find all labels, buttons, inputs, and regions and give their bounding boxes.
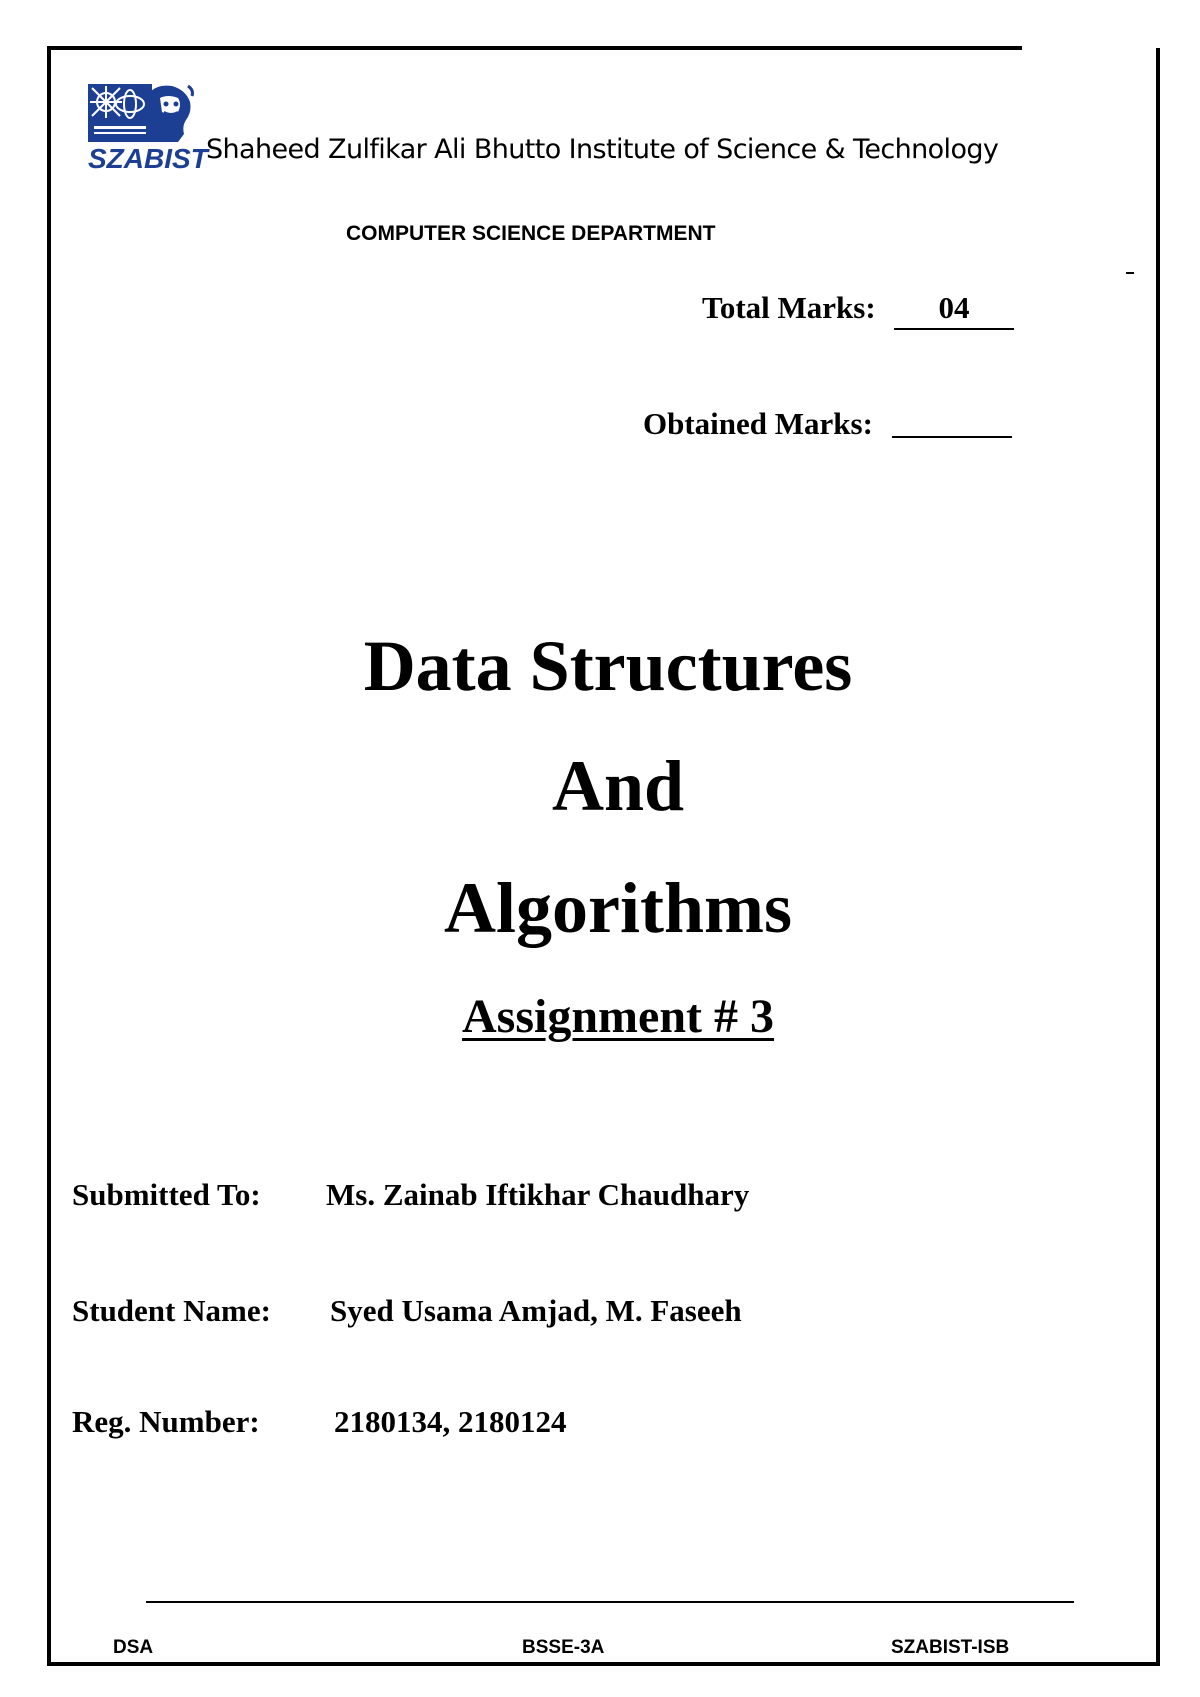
obtained-marks-blank (892, 436, 1012, 438)
institute-name: Shaheed Zulfikar Ali Bhutto Institute of Science & Technology (206, 134, 999, 165)
stray-mark (1126, 272, 1134, 274)
obtained-marks-label: Obtained Marks: (643, 406, 873, 441)
total-marks-label: Total Marks: (702, 290, 876, 325)
footer-course: DSA (113, 1637, 154, 1658)
department-name: COMPUTER SCIENCE DEPARTMENT (346, 222, 716, 245)
student-name-label: Student Name: (72, 1293, 271, 1328)
page-border-top (47, 46, 1022, 50)
page-border-right (1156, 48, 1160, 1666)
total-marks-underline (894, 328, 1014, 330)
submitted-to-value: Ms. Zainab Iftikhar Chaudhary (326, 1177, 750, 1212)
course-title-line-3: Algorithms (444, 868, 792, 948)
course-title-line-2: And (551, 746, 685, 826)
reg-number-label: Reg. Number: (72, 1404, 260, 1439)
logo-wordmark: SZABIST (88, 143, 208, 174)
szabist-emblem-icon (86, 82, 196, 144)
page-border-bottom (47, 1662, 1160, 1666)
course-title-line-1: Data Structures (363, 626, 853, 706)
assignment-heading: Assignment # 3 (461, 990, 775, 1043)
total-marks-value: 04 (938, 290, 970, 325)
footer-program: BSSE-3A (522, 1637, 605, 1658)
reg-number-value: 2180134, 2180124 (334, 1404, 567, 1439)
submitted-to-label: Submitted To: (72, 1177, 261, 1212)
footer-rule (146, 1601, 1074, 1603)
page-border-left (47, 46, 51, 1666)
szabist-logo (86, 82, 208, 177)
student-name-value: Syed Usama Amjad, M. Faseeh (330, 1293, 742, 1328)
footer-campus: SZABIST-ISB (891, 1637, 1010, 1658)
